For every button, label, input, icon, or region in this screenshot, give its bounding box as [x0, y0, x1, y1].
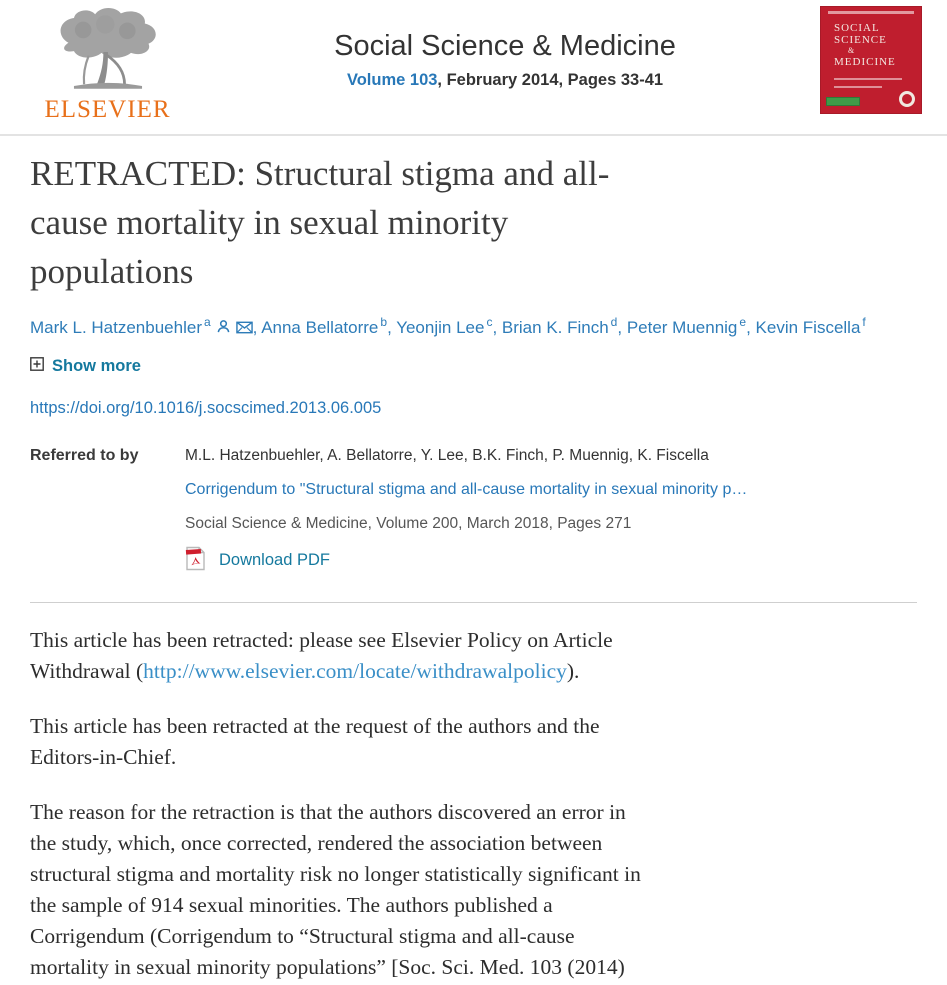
- author-link[interactable]: Yeonjin Lee: [396, 317, 485, 337]
- author-affiliation-sup: e: [739, 315, 747, 329]
- cover-word-social: SOCIAL: [834, 22, 880, 34]
- article-title-line: populations: [30, 252, 194, 291]
- corrigendum-authors: M.L. Hatzenbuehler, A. Bellatorre, Y. Lee, B.K. Finch, P. Muennig, K. Fiscella: [185, 446, 709, 464]
- author-separator: ,: [617, 317, 627, 337]
- paragraph-text: Corrigendum (Corrigendum to “Structural stigma and all-cause: [30, 923, 575, 948]
- withdrawal-policy-link[interactable]: http://www.elsevier.com/locate/withdrawalpolicy: [143, 658, 567, 683]
- author-item: [755, 315, 866, 337]
- paragraph-text: the study, which, once corrected, rendered the association between: [30, 830, 603, 855]
- author-link[interactable]: Mark L. Hatzenbuehler: [30, 317, 202, 337]
- author-link[interactable]: Brian K. Finch: [501, 317, 609, 337]
- article-title: [30, 149, 917, 296]
- expand-plus-icon: [30, 357, 44, 376]
- author-profile-icon[interactable]: [216, 315, 231, 342]
- author-list: [30, 309, 917, 342]
- author-separator: ,: [492, 317, 502, 337]
- article-title-line: RETRACTED: Structural stigma and all-: [30, 154, 610, 193]
- volume-link[interactable]: Volume 103: [346, 71, 438, 89]
- issue-details: , February 2014, Pages 33-41: [437, 71, 664, 89]
- issue-line: [190, 71, 820, 90]
- elsevier-logo[interactable]: [25, 6, 190, 124]
- author-affiliation-sup: d: [610, 315, 618, 329]
- retraction-notice: [30, 625, 917, 983]
- cover-word-medicine: MEDICINE: [834, 55, 896, 68]
- author-separator: ,: [746, 317, 756, 337]
- referred-to-by-label: Referred to by: [30, 446, 139, 464]
- paragraph-text: the sample of 914 sexual minorities. The authors published a: [30, 892, 553, 917]
- author-item: [30, 315, 262, 337]
- header-divider: [0, 134, 947, 136]
- cover-title-text: [834, 22, 896, 68]
- referred-to-by-section: [30, 447, 917, 576]
- author-affiliation-sup: a: [203, 315, 211, 329]
- elsevier-tree-icon: [44, 6, 172, 98]
- paragraph-text: This article has been retracted at the request of the authors and the: [30, 713, 600, 738]
- journal-header: [0, 0, 947, 130]
- author-affiliation-sup: b: [380, 315, 388, 329]
- cover-decoration-banner: [826, 97, 860, 106]
- pdf-file-icon: [185, 546, 206, 576]
- referred-to-by-content: [185, 447, 917, 576]
- paragraph-text: ).: [566, 658, 580, 683]
- paragraph-text: mortality in sexual minority populations” [Soc. Sci. Med. 103 (2014): [30, 954, 625, 979]
- retraction-paragraph-2: [30, 711, 917, 773]
- corrigendum-source: Social Science & Medicine, Volume 200, March 2018, Pages 271: [185, 514, 632, 532]
- author-affiliation-sup: c: [486, 315, 493, 329]
- corresponding-author-envelope-icon[interactable]: [236, 315, 253, 342]
- cover-word-science: SCIENCE: [834, 34, 887, 47]
- doi-link[interactable]: https://doi.org/10.1016/j.socscimed.2013.06.005: [30, 398, 382, 417]
- elsevier-wordmark: ELSEVIER: [44, 96, 171, 123]
- paragraph-text: This article has been retracted: please see Elsevier Policy on Article: [30, 627, 613, 652]
- cover-decoration-rule2: [834, 86, 882, 88]
- content-divider: [30, 602, 917, 603]
- cover-word-amp: &: [848, 45, 856, 55]
- retraction-paragraph-3: [30, 797, 917, 983]
- article-title-line: cause mortality in sexual minority: [30, 203, 509, 242]
- journal-header-center: [190, 30, 820, 90]
- paragraph-text: structural stigma and mortality risk no longer statistically significant in: [30, 861, 641, 886]
- corrigendum-link[interactable]: Corrigendum to "Structural stigma and all-cause mortality in sexual minority p…: [185, 480, 748, 498]
- journal-title-link[interactable]: Social Science & Medicine: [334, 30, 676, 62]
- journal-cover-thumbnail[interactable]: [820, 6, 922, 114]
- paragraph-text: Withdrawal (: [30, 658, 144, 683]
- author-item: [626, 315, 756, 337]
- paragraph-text: Editors-in-Chief.: [30, 744, 177, 769]
- author-link[interactable]: Peter Muennig: [626, 317, 738, 337]
- author-affiliation-sup: f: [862, 315, 866, 329]
- author-item: [396, 315, 502, 337]
- cover-decoration-logo-circle: [899, 91, 915, 107]
- author-link[interactable]: Anna Bellatorre: [261, 317, 379, 337]
- cover-decoration-rule1: [834, 78, 902, 80]
- article-main: [0, 149, 947, 983]
- download-pdf-button[interactable]: [185, 546, 330, 576]
- author-separator: ,: [252, 317, 262, 337]
- retraction-paragraph-1: [30, 625, 917, 687]
- show-more-button[interactable]: [30, 357, 141, 376]
- show-more-label: Show more: [52, 356, 141, 375]
- author-separator: ,: [387, 317, 397, 337]
- download-pdf-label: Download PDF: [219, 551, 330, 570]
- cover-decoration-top: [828, 11, 914, 14]
- author-link[interactable]: Kevin Fiscella: [755, 317, 861, 337]
- paragraph-text: The reason for the retraction is that the authors discovered an error in: [30, 799, 626, 824]
- author-item: [261, 315, 397, 337]
- author-item: [501, 315, 627, 337]
